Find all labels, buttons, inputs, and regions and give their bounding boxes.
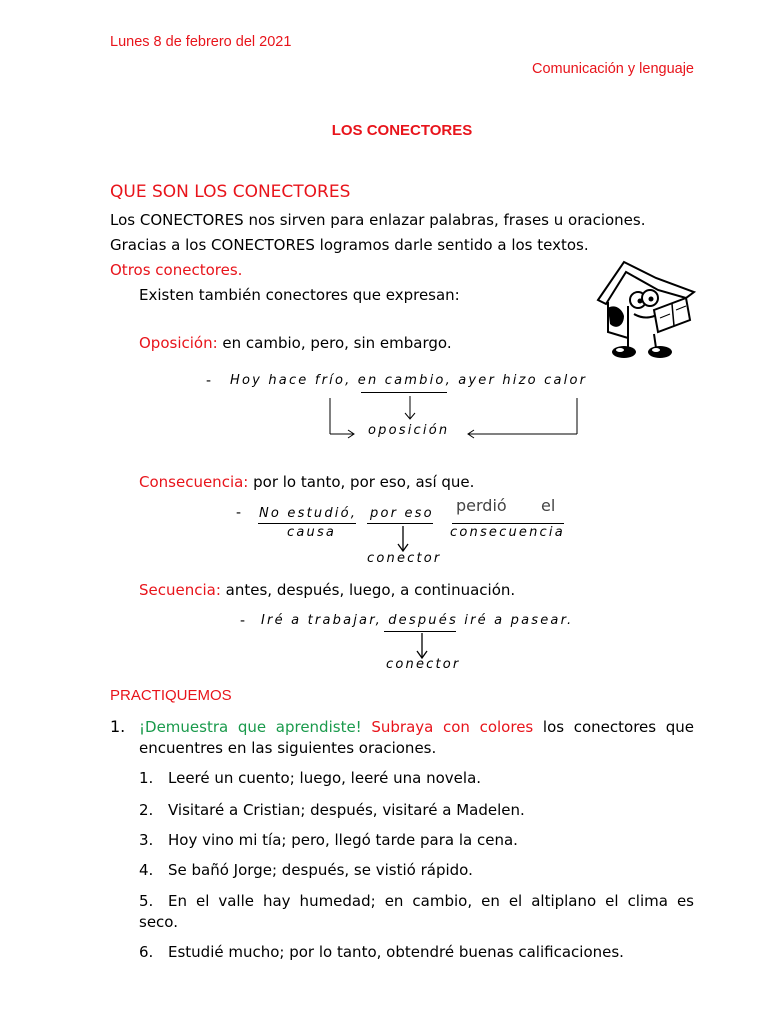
item-text: En el valle hay humedad; en cambio, en el altiplano el clima es	[168, 892, 694, 910]
list-item	[139, 801, 525, 819]
secuencia-example-b: iré a pasear.	[457, 613, 574, 628]
intro-line-2: Gracias a los CONECTORES logramos darle sentido a los textos.	[110, 236, 589, 254]
list-item	[139, 769, 481, 787]
item-number: 6.	[139, 943, 154, 961]
secuencia-connector-label: conector	[386, 657, 461, 672]
secuencia-line	[139, 581, 515, 599]
list-item	[139, 861, 473, 879]
q1-line-1	[139, 718, 694, 736]
secuencia-bullet: -	[240, 613, 246, 629]
secuencia-text: antes, después, luego, a continuación.	[220, 581, 516, 599]
oposicion-bullet: -	[206, 373, 212, 389]
q1-green-text: ¡Demuestra que aprendiste!	[139, 718, 372, 736]
item-number: 1.	[139, 769, 154, 787]
consecuencia-effect-2: el	[541, 496, 556, 515]
oposicion-example	[230, 373, 587, 388]
secuencia-underline	[384, 631, 456, 632]
intro-line-1: Los CONECTORES nos sirven para enlazar palabras, frases u oraciones.	[110, 211, 646, 229]
consecuencia-label: Consecuencia:	[139, 473, 249, 491]
oposicion-example-b: , ayer hizo calor	[445, 373, 588, 388]
item-number: 5.	[139, 892, 154, 910]
list-item	[139, 943, 624, 961]
list-item	[139, 831, 518, 849]
list-item	[139, 892, 694, 910]
oposicion-example-connector: en cambio	[357, 373, 446, 388]
secuencia-example-a: Iré a trabajar,	[261, 613, 389, 628]
reading-house-icon	[594, 258, 700, 362]
consecuencia-bullet: -	[236, 505, 242, 521]
consecuencia-cause: No estudió,	[259, 506, 358, 521]
item-number: 4.	[139, 861, 154, 879]
effect-underline	[452, 523, 564, 524]
oposicion-example-a: Hoy hace frío,	[230, 373, 358, 388]
item-text: Se bañó Jorge; después, se vistió rápido.	[168, 861, 473, 879]
practice-heading: PRACTIQUEMOS	[110, 687, 232, 704]
consecuencia-line	[139, 473, 474, 491]
consecuencia-arrow	[396, 526, 410, 552]
oposicion-underline	[361, 392, 447, 393]
secuencia-example	[261, 613, 573, 628]
date-line: Lunes 8 de febrero del 2021	[110, 34, 292, 50]
q1-red-text: Subraya con colores	[371, 718, 534, 736]
item-text: Leeré un cuento; luego, leeré una novela.	[168, 769, 482, 787]
effect-label: consecuencia	[450, 525, 565, 540]
consecuencia-connector-label: conector	[367, 551, 442, 566]
oposicion-label: Oposición:	[139, 334, 218, 352]
secuencia-example-connector: después	[388, 613, 458, 628]
consecuencia-connector: por eso	[370, 506, 434, 521]
secuencia-arrow	[415, 633, 429, 659]
oposicion-result: oposición	[368, 423, 450, 438]
item-number: 3.	[139, 831, 154, 849]
item-text-continued: seco.	[139, 913, 178, 931]
oposicion-text: en cambio, pero, sin embargo.	[217, 334, 452, 352]
consecuencia-text: por lo tanto, por eso, así que.	[248, 473, 475, 491]
section-heading: QUE SON LOS CONECTORES	[110, 182, 351, 202]
consecuencia-effect-1: perdió	[456, 496, 507, 515]
item-number: 2.	[139, 801, 154, 819]
subject-line: Comunicación y lenguaje	[531, 61, 694, 77]
oposicion-arrows	[320, 394, 590, 444]
connector-underline	[367, 523, 433, 524]
cause-label: causa	[287, 525, 337, 540]
q1-number: 1.	[110, 717, 126, 736]
expresan-line: Existen también conectores que expresan:	[139, 286, 460, 304]
cause-underline	[258, 523, 356, 524]
page-title: LOS CONECTORES	[331, 122, 473, 139]
q1-rest-text: los conectores que	[533, 718, 694, 736]
oposicion-line	[139, 334, 452, 352]
item-text: Hoy vino mi tía; pero, llegó tarde para la cena.	[168, 831, 518, 849]
others-heading: Otros conectores.	[110, 261, 243, 279]
item-text: Estudié mucho; por lo tanto, obtendré buenas calificaciones.	[168, 943, 624, 961]
q1-line-2: encuentres en las siguientes oraciones.	[139, 739, 437, 757]
secuencia-label: Secuencia:	[139, 581, 221, 599]
item-text: Visitaré a Cristian; después, visitaré a Madelen.	[168, 801, 525, 819]
